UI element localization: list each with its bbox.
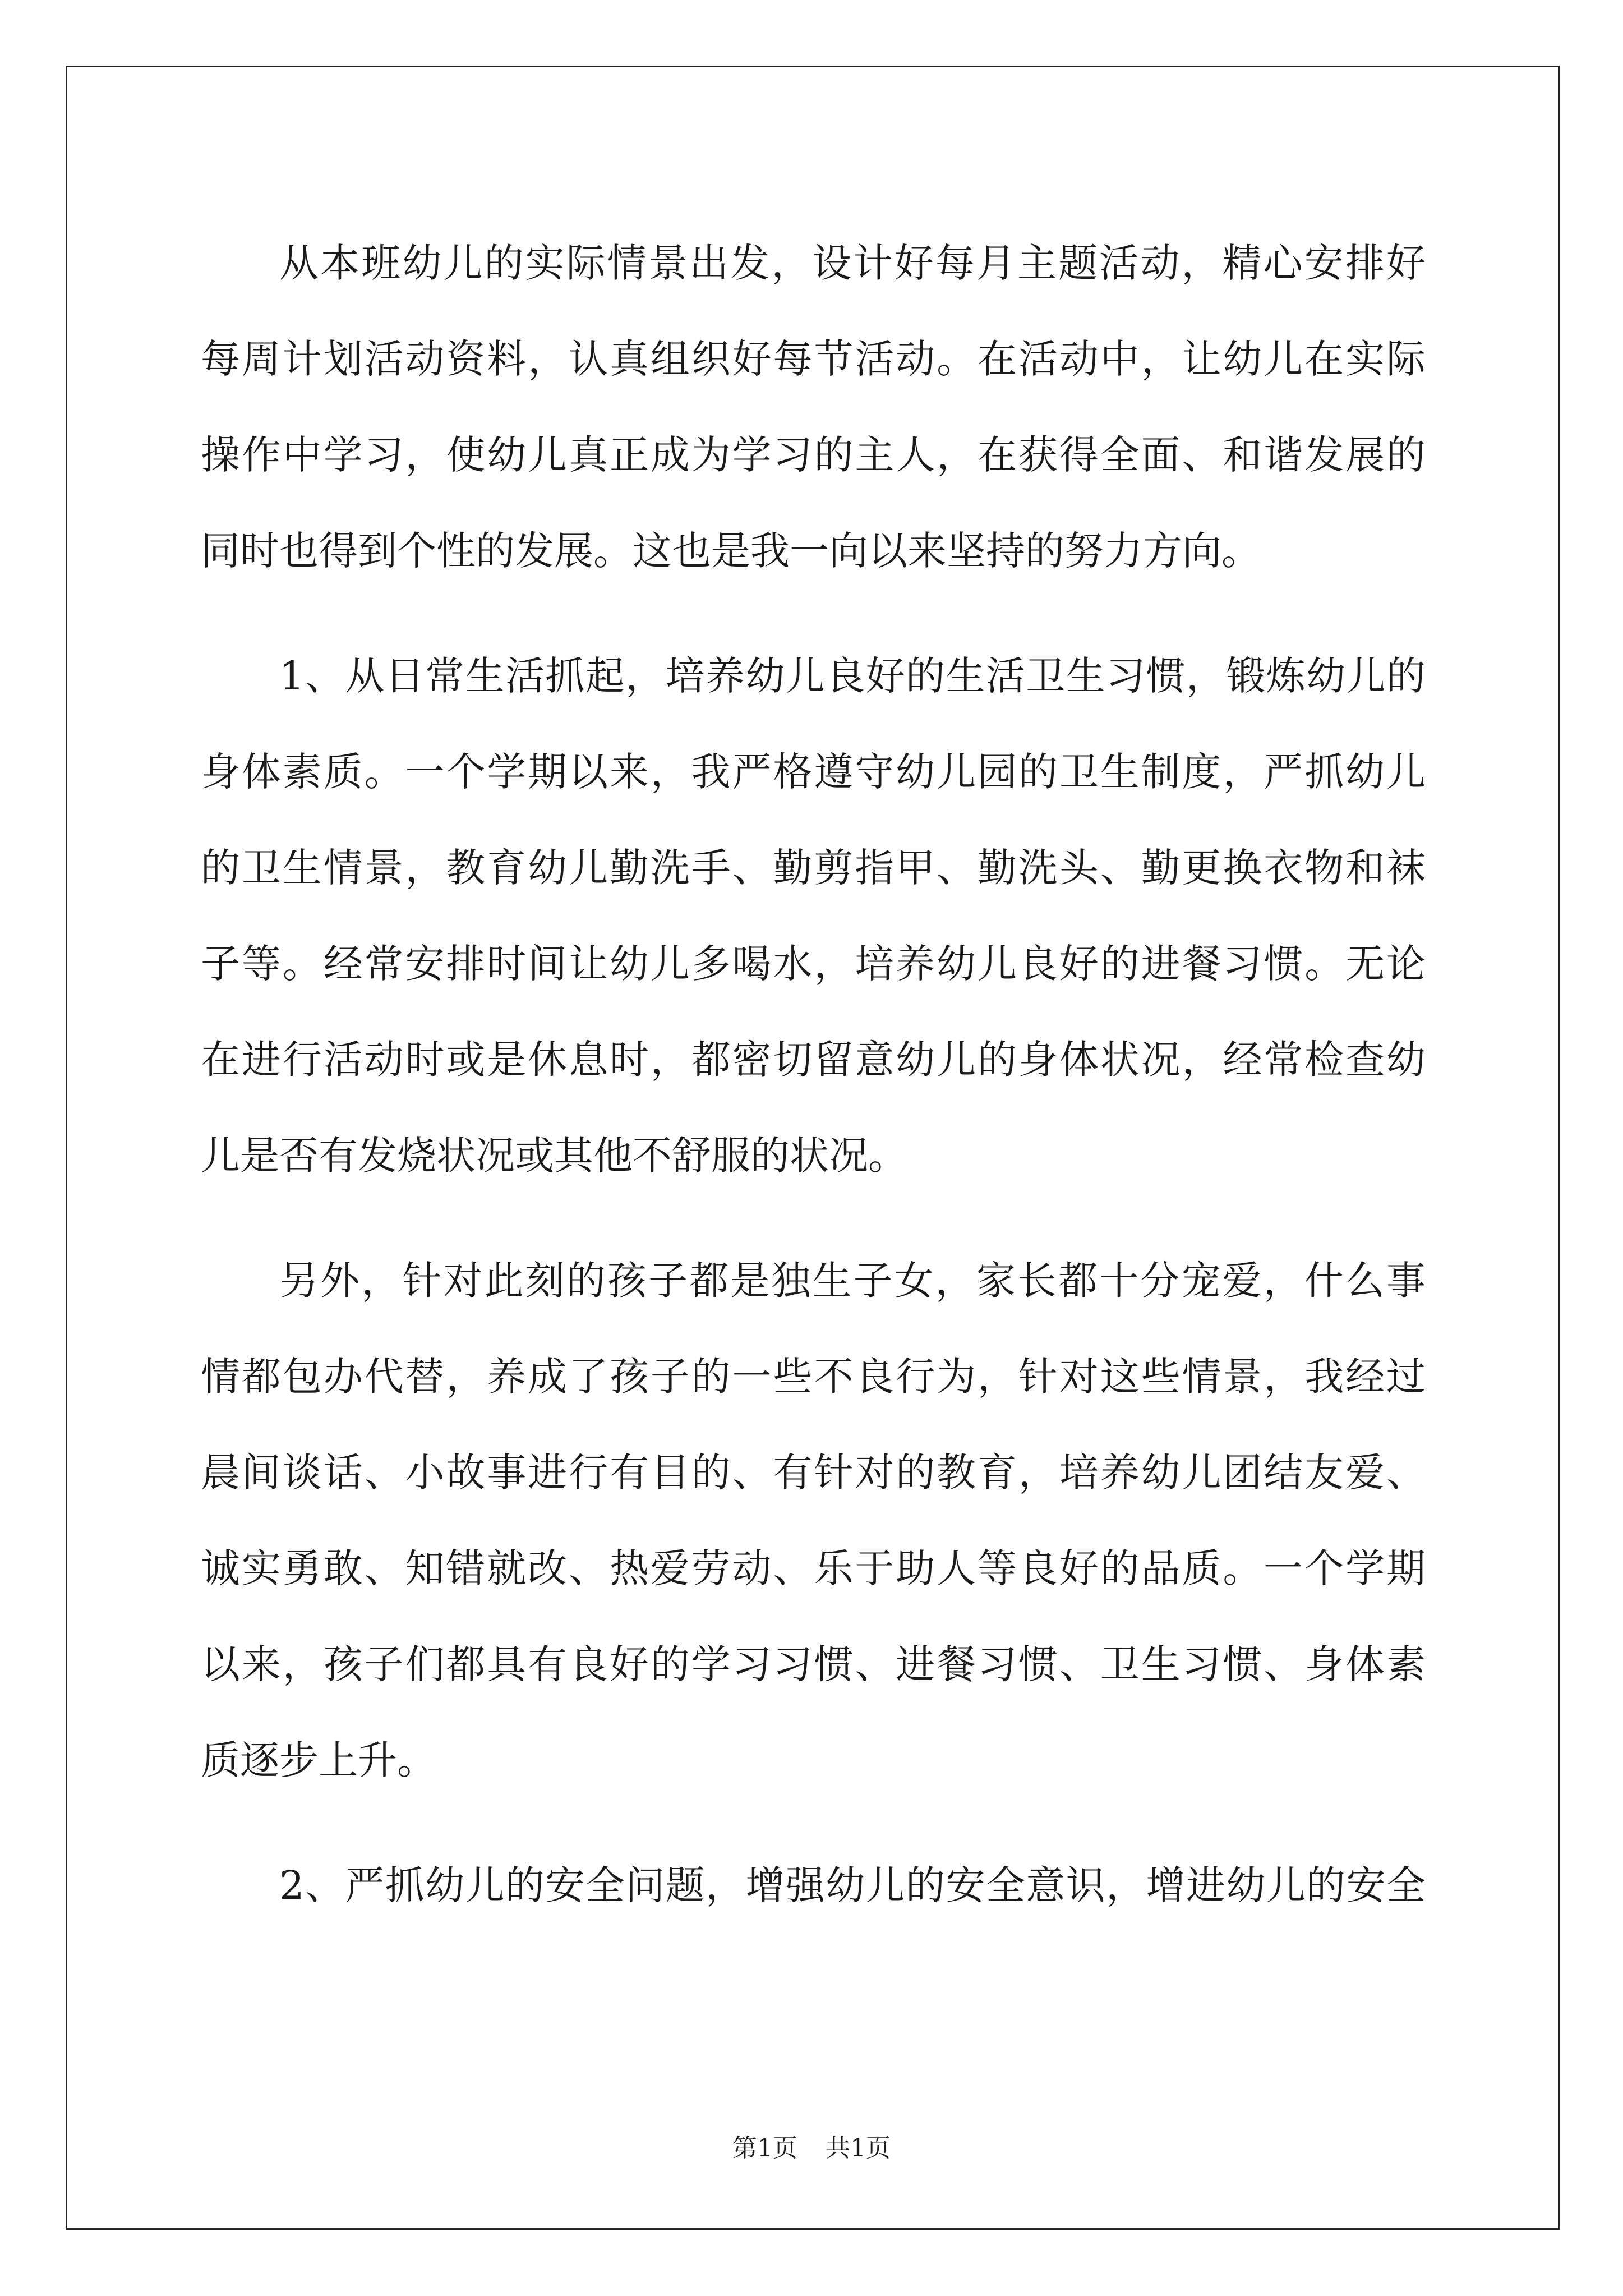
- text-line: 子等。经常安排时间让幼儿多喝水，培养幼儿良好的进餐习惯。无论: [201, 941, 1426, 987]
- text-line: 情都包办代替，养成了孩子的一些不良行为，针对这些情景，我经过: [201, 1354, 1426, 1400]
- text-line: 从本班幼儿的实际情景出发，设计好每月主题活动，精心安排好: [279, 240, 1426, 286]
- text-line: 2、严抓幼儿的安全问题，增强幼儿的安全意识，增进幼儿的安全: [279, 1862, 1426, 1908]
- page-footer: [0, 2132, 1623, 2165]
- paragraph-2: [201, 628, 1426, 1204]
- text-line: 诚实勇敢、知错就改、热爱劳动、乐于助人等良好的品质。一个学期: [201, 1545, 1426, 1591]
- text-line: 每周计划活动资料，认真组织好每节活动。在活动中，让幼儿在实际: [201, 336, 1426, 382]
- text-line: 儿是否有发烧状况或其他不舒服的状况。: [201, 1133, 907, 1179]
- text-line: 身体素质。一个学期以来，我严格遵守幼儿园的卫生制度，严抓幼儿: [201, 749, 1426, 795]
- text-line: 以来，孩子们都具有良好的学习习惯、进餐习惯、卫生习惯、身体素: [201, 1641, 1426, 1687]
- text-line: 的卫生情景，教育幼儿勤洗手、勤剪指甲、勤洗头、勤更换衣物和袜: [201, 845, 1426, 891]
- text-line: 晨间谈话、小故事进行有目的、有针对的教育，培养幼儿团结友爱、: [201, 1450, 1426, 1496]
- paragraph-1: [201, 215, 1426, 599]
- text-line: 1、从日常生活抓起，培养幼儿良好的生活卫生习惯，锻炼幼儿的: [279, 653, 1426, 699]
- text-line: 另外，针对此刻的孩子都是独生子女，家长都十分宠爱，什么事: [279, 1258, 1426, 1304]
- text-line: 在进行活动时或是休息时，都密切留意幼儿的身体状况，经常检查幼: [201, 1037, 1426, 1083]
- text-line: 操作中学习，使幼儿真正成为学习的主人，在获得全面、和谐发展的: [201, 432, 1426, 478]
- document-body: [201, 215, 1426, 1934]
- paragraph-3: [201, 1233, 1426, 1809]
- text-line: 同时也得到个性的发展。这也是我一向以来坚持的努力方向。: [201, 528, 1261, 574]
- page-number: 第1页: [732, 2134, 797, 2162]
- paragraph-4: [201, 1838, 1426, 1934]
- page-total: 共1页: [826, 2134, 891, 2162]
- text-line: 质逐步上升。: [201, 1737, 436, 1783]
